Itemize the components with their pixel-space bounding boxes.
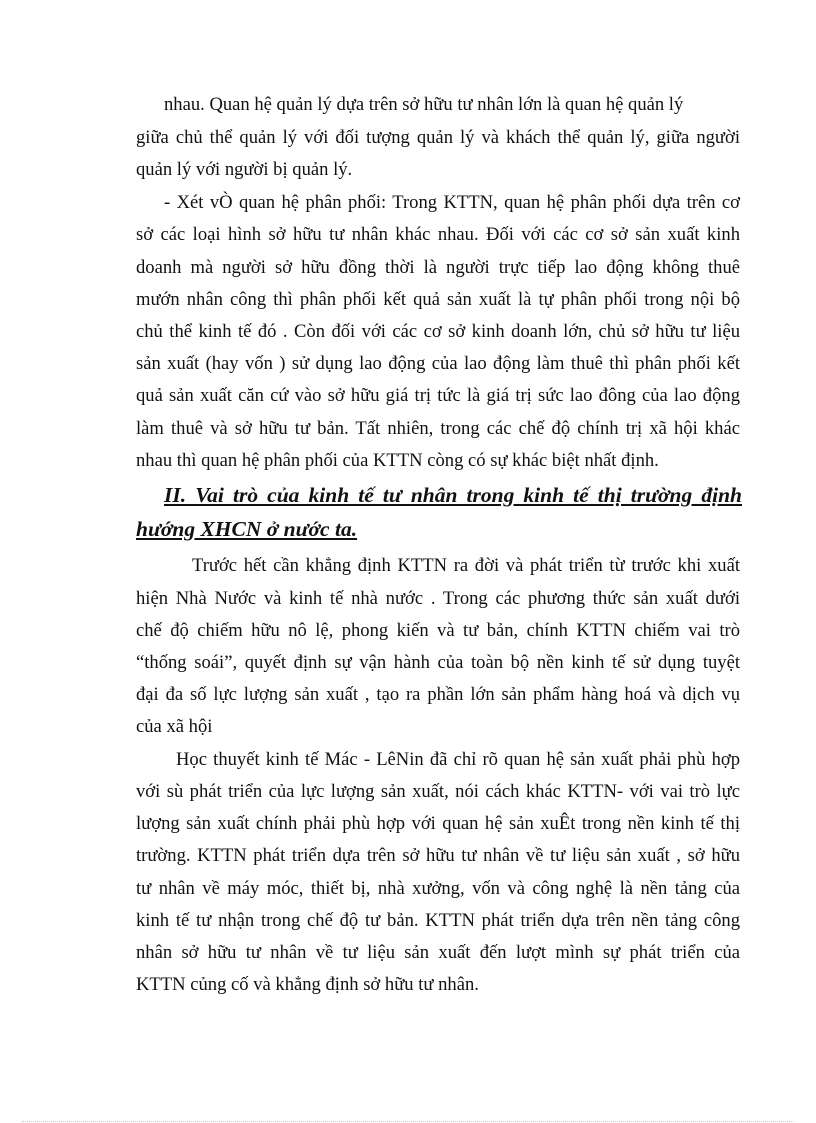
paragraph-2-line: chủ thể kinh tế đó . Còn đối với các cơ sở kinh doanh lớn, chủ sở hữu tư liệu: [136, 321, 740, 342]
paragraph-2-line: làm thuê và sở hữu tư bản. Tất nhiên, trong các chế độ chính trị xã hội khác: [136, 418, 740, 439]
paragraph-4-line: kinh tế tư nhận trong chế độ tư bản. KTTN phát triển dựa trên nền tảng công: [136, 910, 740, 931]
paragraph-4-line: với sù phát triển của lực lượng sản xuất, nói cách khác KTTN- với vai trò lực: [136, 781, 740, 802]
paragraph-4-line: nhân sở hữu tư nhân về tư liệu sản xuất đến lượt mình sự phát triển của: [136, 942, 740, 963]
paragraph-1-line: quản lý với người bị quản lý.: [136, 159, 353, 180]
paragraph-4-line: lượng sản xuất chính phải phù hợp với quan hệ sản xuÊt trong nền kinh tế thị: [136, 813, 740, 834]
section-heading: II. Vai trò của kinh tế tư nhân trong kinh tế thị trường định: [164, 483, 742, 507]
paragraph-2-line: sở các loại hình sở hữu tư nhân khác nhau. Đối với các cơ sở sản xuất kinh: [136, 224, 740, 245]
paragraph-4-line: trường. KTTN phát triển dựa trên sở hữu tư nhân về tư liệu sản xuất , sở hữu: [136, 845, 740, 866]
paragraph-3-line: “thống soái”, quyết định sự vận hành của toàn bộ nền kinh tế sử dụng tuyệt: [136, 652, 740, 673]
paragraph-3-line: của xã hội: [136, 716, 213, 737]
paragraph-2-line: quả sản xuất căn cứ vào sở hữu giá trị tức là giá trị sức lao đông của lao động: [136, 385, 740, 406]
paragraph-3-line: đại đa số lực lượng sản xuất , tạo ra phần lớn sản phẩm hàng hoá và dịch vụ: [136, 684, 740, 705]
paragraph-2-line: - Xét vÒ quan hệ phân phối: Trong KTTN, quan hệ phân phối dựa trên cơ: [164, 192, 740, 213]
paragraph-2-line: doanh mà người sở hữu đồng thời là người trực tiếp lao động không thuê: [136, 257, 740, 278]
paragraph-1-line: giữa chủ thể quản lý với đối tượng quản lý và khách thể quản lý, giữa người: [136, 127, 740, 148]
paragraph-1-line: nhau. Quan hệ quản lý dựa trên sở hữu tư nhân lớn là quan hệ quản lý: [164, 94, 684, 115]
page-bottom-divider: [22, 1121, 794, 1122]
paragraph-4-line: Học thuyết kinh tế Mác - LêNin đã chỉ rõ quan hệ sản xuất phải phù hợp: [176, 749, 740, 770]
paragraph-3-line: Trước hết cần khẳng định KTTN ra đời và phát triển từ trước khi xuất: [192, 555, 740, 576]
paragraph-3-line: chế độ chiếm hữu nô lệ, phong kiến và tư bản, chính KTTN chiếm vai trò: [136, 620, 740, 641]
paragraph-4-line: KTTN củng cố và khẳng định sở hữu tư nhân.: [136, 974, 479, 995]
paragraph-2-line: sản xuất (hay vốn ) sử dụng lao động của lao động làm thuê thì phân phối kết: [136, 353, 740, 374]
paragraph-4-line: tư nhân về máy móc, thiết bị, nhà xưởng, vốn và công nghệ là nền tảng của: [136, 878, 740, 899]
section-heading: hướng XHCN ở nước ta.: [136, 517, 358, 541]
paragraph-2-line: nhau thì quan hệ phân phối của KTTN còng có sự khác biệt nhất định.: [136, 450, 659, 471]
paragraph-3-line: hiện Nhà Nước và kinh tế nhà nước . Trong các phương thức sản xuất dưới: [136, 588, 740, 609]
paragraph-2-line: mướn nhân công thì phân phối kết quả sản xuất là tự phân phối trong nội bộ: [136, 289, 740, 310]
